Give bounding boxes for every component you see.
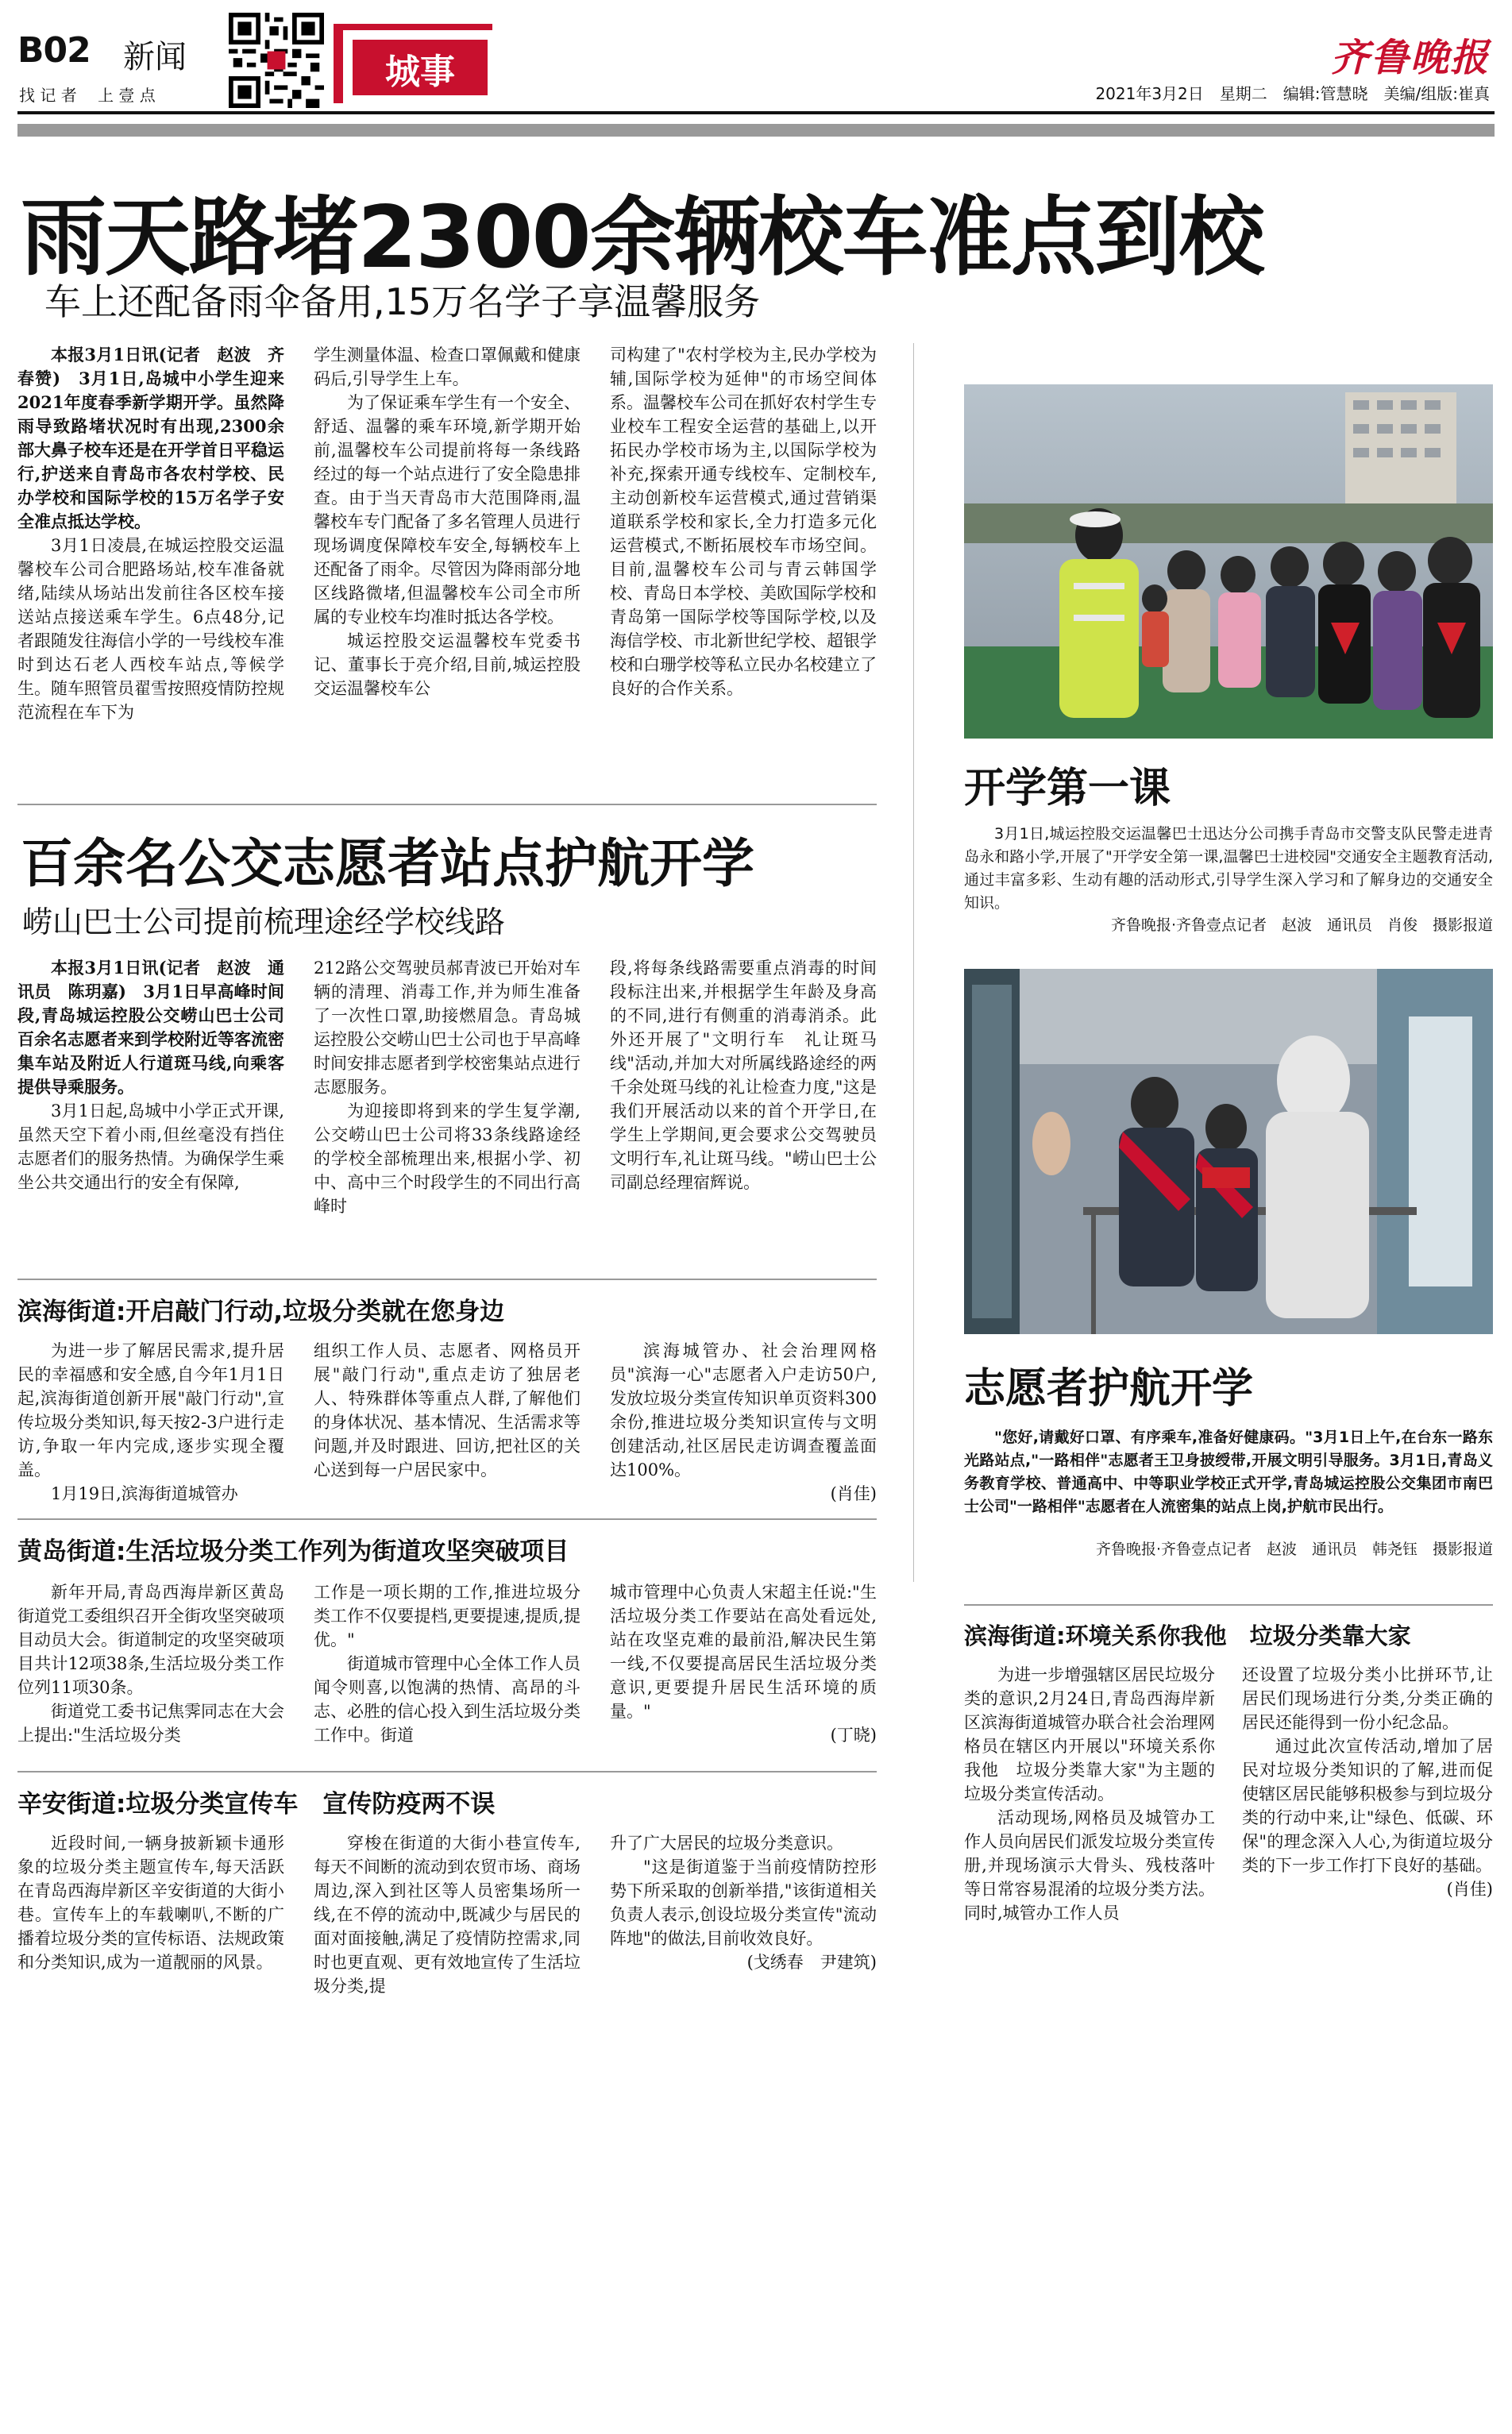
paragraph: 段,将每条线路需要重点消毒的时间段标注出来,并根据学生年龄及身高的不同,进行有侧重的消毒消杀。此外还开展了"文明行车 礼让斑马线"活动,并加大对所属线路途经的两千余处斑马线的礼让检查力度,"这是我们开展活动以来的首个开学日,在学生上学期间,更会要求公交驾驶员文明行车,礼让斑马线。"崂山巴士公司副总经理宿辉说。 — [610, 959, 877, 1192]
date-editor-line: 2021年3月2日 星期二 编辑:管慧晓 美编/组版:崔真 — [1095, 84, 1490, 103]
binhai-knock-col-2 — [314, 1339, 580, 1482]
section-rule — [17, 804, 877, 805]
lead-col-1 — [17, 343, 284, 724]
paragraph: 通过此次宣传活动,增加了居民对垃圾分类知识的了解,进而促使辖区居民能够积极参与到垃圾分类的行动中来,让"绿色、低碳、环保"的理念深入人心,为街道垃圾分类的下一步工作打下良好的基础。 — [1242, 1737, 1493, 1875]
paragraph: 212路公交驾驶员郝青波已开始对车辆的清理、消毒工作,并为师生准备了一次性口罩,助接燃眉急。青岛城运控股公交崂山巴士公司也于早高峰时间安排志愿者到学校密集站点进行志愿服务。 — [314, 959, 580, 1097]
paragraph: 3月1日起,岛城中小学正式开课,虽然天空下着小雨,但丝毫没有挡住志愿者们的服务热情。为确保学生乘坐公共交通出行的安全有保障, — [17, 1101, 284, 1192]
paragraph: 为了保证乘车学生有一个安全、舒适、温馨的乘车环境,新学期开始前,温馨校车公司提前将每一条线路经过的每一个站点进行了安全隐患排查。由于当天青岛市大范围降雨,温馨校车专门配备了多名管理人员进行现场调度保障校车安全,每辆校车上还配备了雨伞。尽管因为降雨部分地区线路微堵,但温馨校车公司全市所属的专业校车均准时抵达各学校。 — [314, 393, 580, 627]
binhai-knock-col-1 — [17, 1339, 284, 1506]
photo-title: 志愿者护航开学 — [964, 1365, 1254, 1413]
huangdao-col-3 — [610, 1580, 877, 1747]
paragraph: 街道城市管理中心全体工作人员闻令则喜,以饱满的热情、高昂的斗志、必胜的信心投入到生活垃圾分类工作中。街道 — [314, 1654, 580, 1745]
photo-caption — [964, 1426, 1493, 1518]
paragraph: 还设置了垃圾分类小比拼环节,让居民们现场进行分类,分类正确的居民还能得到一份小纪念品。 — [1242, 1665, 1493, 1732]
paragraph: 1月19日,滨海街道城管办 — [51, 1484, 238, 1503]
slogan: 找 记 者 上 壹 点 — [19, 86, 156, 105]
caption-text: "您好,请戴好口罩、有序乘车,准备好健康码。"3月1日上午,在台东一路东光路站点,"一路相伴"志愿者王卫身披绶带,开展文明引导服务。3月1日,青岛义务教育学校、普通高中、中等职业学校正式开学,青岛城运控股公交集团市南巴士公司"一路相伴"志愿者在人流密集的站点上岗,护航市民出行。 — [964, 1429, 1493, 1515]
bus-col-3 — [610, 956, 877, 1194]
paragraph: 城市管理中心负责人宋超主任说:"生活垃圾分类工作要站在高处看远处,站在攻坚克难的最前沿,解决民生第一线,不仅要提高居民生活垃圾分类意识,更要提升居民生活环境的质量。" — [610, 1583, 877, 1721]
byline: (戈绣春 尹建筑) — [746, 1953, 877, 1972]
huangdao-headline: 黄岛街道:生活垃圾分类工作列为街道攻坚突破项目 — [17, 1537, 569, 1566]
column-tab — [334, 24, 492, 103]
xinan-col-1 — [17, 1831, 284, 1974]
paragraph: 学生测量体温、检查口罩佩戴和健康码后,引导学生上车。 — [314, 345, 580, 388]
section-rule — [964, 1604, 1493, 1606]
paragraph: 为进一步增强辖区居民垃圾分类的意识,2月24日,青岛西海岸新区滨海街道城管办联合社会治理网格员在辖区内开展以"环境关系你我他 垃圾分类靠大家"为主题的垃圾分类宣传活动。 — [964, 1665, 1215, 1803]
photo-credit: 齐鲁晚报·齐鲁壹点记者 赵波 通讯员 韩尧钰 摄影报道 — [1095, 1541, 1493, 1558]
photo-first-lesson — [964, 384, 1493, 739]
masthead-rule-grey — [17, 124, 1495, 137]
bus-col-1 — [17, 956, 284, 1194]
bus-col-2 — [314, 956, 580, 1218]
paragraph: 司构建了"农村学校为主,民办学校为辅,国际学校为延伸"的市场空间体系。温馨校车公司在抓好农村学生专业校车工程安全运营的基础上,以开拓民办学校市场为主,以国际学校为补充,探索开通专线校车、定制校车,主动创新校车运营模式,通过营销渠道联系学校和家长,全力打造多元化运营模式,不断拓展校车市场空间。目前,温馨校车公司与青云韩国学校、青岛日本学校、美欧国际学校和青岛第一国际学校等国际学校,以及海信学校、市北新世纪学校、超银学校和白珊学校等私立民办名校建立了良好的合作关系。 — [610, 345, 877, 698]
paragraph: 为进一步了解居民需求,提升居民的幸福感和安全感,自今年1月1日起,滨海街道创新开展"敲门行动",宣传垃圾分类知识,每天按2-3户进行走访,争取一年内完成,逐步实现全覆盖。 — [17, 1341, 284, 1479]
lead-subhead: 车上还配备雨伞备用,15万名学子享温馨服务 — [44, 280, 761, 323]
byline: (丁晓) — [830, 1726, 877, 1745]
paragraph: 工作是一项长期的工作,推进垃圾分类工作不仅要提档,更要提速,提质,提优。" — [314, 1583, 580, 1649]
xinan-col-3 — [610, 1831, 877, 1974]
xinan-col-2 — [314, 1831, 580, 1998]
section-name: 新闻 — [123, 39, 187, 75]
section-rule — [17, 1279, 877, 1280]
brand-logo: 齐鲁晚报 — [1330, 36, 1490, 80]
binhai-env-col-1 — [964, 1663, 1215, 1925]
paragraph: 3月1日凌晨,在城运控股交运温馨校车公司合肥路场站,校车准备就绪,陆续从场站出发前往各区校车接送站点接送乘车学生。6点48分,记者跟随发往海信小学的一号线校车准时到达石老人西校车站点,等候学生。随车照管员翟雪按照疫情防控规范流程在车下为 — [17, 536, 284, 722]
paragraph: "这是街道鉴于当前疫情防控形势下所采取的创新举措,"该街道相关负责人表示,创设垃圾分类宣传"流动阵地"的做法,目前收效良好。 — [610, 1857, 877, 1948]
paragraph: 城运控股交运温馨校车党委书记、董事长于亮介绍,目前,城运控股交运温馨校车公 — [314, 631, 580, 698]
paragraph: 新年开局,青岛西海岸新区黄岛街道党工委组织召开全街攻坚突破项目动员大会。街道制定的攻坚突破项目共计12项38条,生活垃圾分类工作位列11项30条。 — [17, 1583, 284, 1697]
column-tab-label: 城事 — [385, 52, 455, 92]
byline: (肖佳) — [830, 1484, 877, 1503]
lead-headline: 雨天路堵2300余辆校车准点到校 — [21, 188, 1263, 287]
paragraph: 升了广大居民的垃圾分类意识。 — [610, 1834, 843, 1853]
photo-volunteer — [964, 969, 1493, 1334]
paragraph: 近段时间,一辆身披新颖卡通形象的垃圾分类主题宣传车,每天活跃在青岛西海岸新区辛安街道的大街小巷。宣传车上的车载喇叭,不断的广播着垃圾分类的宣传标语、法规政策和分类知识,成为一道靓丽的风景。 — [17, 1834, 284, 1972]
paragraph: 组织工作人员、志愿者、网格员开展"敲门行动",重点走访了独居老人、特殊群体等重点人群,了解他们的身体状况、基本情况、生活需求等问题,并及时跟进、回访,把社区的关心送到每一户居民家中。 — [314, 1341, 580, 1479]
paragraph: 穿梭在街道的大街小巷宣传车,每天不间断的流动到农贸市场、商场周边,深入到社区等人员密集场所一线,在不停的流动中,既减少与居民的面对面接触,满足了疫情防控需求,同时也更直观、更有效地宣传了生活垃圾分类,提 — [314, 1834, 580, 1996]
paragraph: 活动现场,网格员及城管办工作人员向居民们派发垃圾分类宣传册,并现场演示大骨头、残枝落叶等日常容易混淆的垃圾分类方法。同时,城管办工作人员 — [964, 1808, 1215, 1923]
photo-title: 开学第一课 — [964, 765, 1171, 812]
section-rule — [17, 1518, 877, 1520]
paragraph: 滨海城管办、社会治理网格员"滨海一心"志愿者入户走访50户,发放垃圾分类宣传知识单页资料300余份,推进垃圾分类知识宣传与文明创建活动,社区居民走访调查覆盖面达100%。 — [610, 1341, 877, 1479]
binhai-knock-col-3 — [610, 1339, 877, 1506]
xinan-headline: 辛安街道:垃圾分类宣传车 宣传防疫两不误 — [17, 1790, 496, 1819]
photo-credit: 齐鲁晚报·齐鲁壹点记者 赵波 通讯员 肖俊 摄影报道 — [1110, 916, 1493, 934]
paragraph: 街道党工委书记焦霁同志在大会上提出:"生活垃圾分类 — [17, 1702, 284, 1745]
qr-code-icon — [229, 13, 324, 108]
byline: (肖佳) — [1446, 1880, 1493, 1899]
lead-col-2 — [314, 343, 580, 700]
binhai-env-headline: 滨海街道:环境关系你我他 垃圾分类靠大家 — [964, 1622, 1411, 1649]
masthead-rule — [17, 111, 1495, 114]
lead-paragraph: 本报3月1日讯(记者 赵波 通讯员 陈玥嘉) 3月1日早高峰时间段,青岛城运控股公交崂山巴士公司百余名志愿者来到学校附近等客流密集车站及附近人行道斑马线,向乘客提供导乘服务。 — [17, 958, 284, 1097]
page-number: B02 — [17, 30, 91, 71]
bus-subhead: 崂山巴士公司提前梳理途经学校线路 — [22, 905, 506, 939]
section-rule — [17, 1771, 877, 1772]
huangdao-col-2 — [314, 1580, 580, 1747]
huangdao-col-1 — [17, 1580, 284, 1747]
caption-text: 3月1日,城运控股交运温馨巴士迅达分公司携手青岛市交警支队民警走进青岛永和路小学,开展了"开学安全第一课,温馨巴士进校园"交通安全主题教育活动,通过丰富多彩、生动有趣的活动形式,引导学生深入学习和了解身边的交通安全知识。 — [964, 825, 1493, 912]
lead-col-3 — [610, 343, 877, 700]
lead-paragraph: 本报3月1日讯(记者 赵波 齐春赞) 3月1日,岛城中小学生迎来2021年度春季新学期开学。虽然降雨导致路堵状况时有出现,2300余部大鼻子校车还是在开学首日平稳运行,护送来自青岛市各农村学校、民办学校和国际学校的15万名学子安全准点抵达学校。 — [17, 345, 284, 531]
paragraph: 为迎接即将到来的学生复学潮,公交崂山巴士公司将33条线路途经的学校全部梳理出来,根据小学、初中、高中三个时段学生的不同出行高峰时 — [314, 1101, 580, 1216]
bus-headline: 百余名公交志愿者站点护航开学 — [21, 833, 754, 894]
column-divider — [913, 343, 914, 1582]
photo-caption — [964, 823, 1493, 915]
binhai-env-col-2 — [1242, 1663, 1493, 1901]
binhai-knock-headline: 滨海街道:开启敲门行动,垃圾分类就在您身边 — [17, 1298, 505, 1326]
